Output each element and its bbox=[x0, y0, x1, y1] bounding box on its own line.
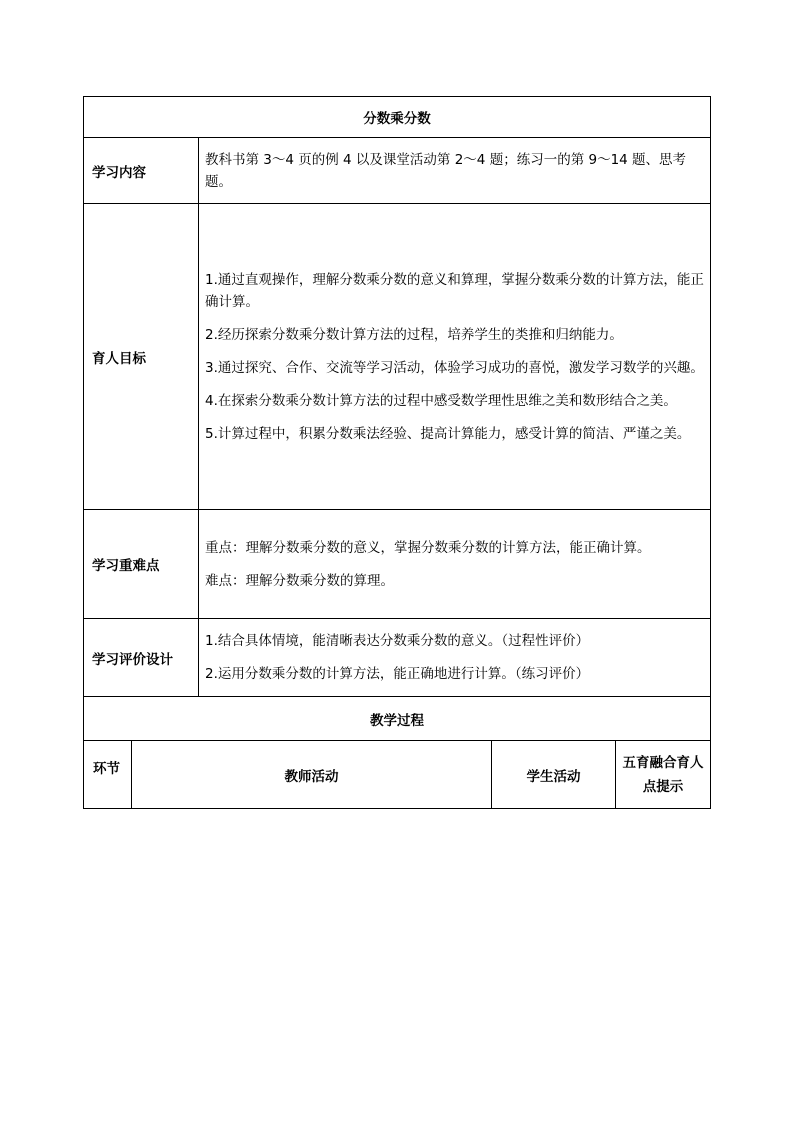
key-points-label: 学习重难点 bbox=[84, 510, 199, 619]
evaluation-item: 1.结合具体情境，能清晰表达分数乘分数的意义。（过程性评价） bbox=[205, 633, 590, 649]
key-point-item: 重点：理解分数乘分数的意义，掌握分数乘分数的计算方法，能正确计算。 bbox=[205, 539, 651, 556]
col-header-student-activity: 学生活动 bbox=[492, 741, 616, 809]
lesson-title: 分数乘分数 bbox=[84, 97, 711, 138]
evaluation-label: 学习评价设计 bbox=[84, 619, 199, 697]
learning-content-row bbox=[84, 138, 711, 204]
title-row bbox=[84, 97, 711, 138]
goal-item: 3.通过探究、合作、交流等学习活动，体验学习成功的喜悦，激发学习数学的兴趣。 bbox=[205, 359, 704, 376]
process-header-row bbox=[84, 741, 711, 809]
key-points-row bbox=[84, 510, 711, 619]
learning-content-paragraph: 教科书第 3～4 页的例 4 以及课堂活动第 2～4 题；练习一的第 9～14 题、思考题。 bbox=[205, 151, 687, 190]
evaluation-list bbox=[199, 619, 711, 697]
goal-item: 2.经历探索分数乘分数计算方法的过程，培养学生的类推和归纳能力。 bbox=[205, 326, 623, 343]
education-goals-row bbox=[84, 204, 711, 510]
learning-content-text bbox=[199, 138, 711, 204]
col-header-stage: 环节 bbox=[84, 741, 132, 809]
learning-content-label: 学习内容 bbox=[84, 138, 199, 204]
goal-item: 4.在探索分数乘分数计算方法的过程中感受数学理性思维之美和数形结合之美。 bbox=[205, 392, 677, 409]
evaluation-item: 2.运用分数乘分数的计算方法，能正确地进行计算。（练习评价） bbox=[205, 666, 590, 682]
col-header-education-tips: 五育融合育人点提示 bbox=[616, 741, 711, 809]
goal-item: 5.计算过程中，积累分数乘法经验、提高计算能力，感受计算的简洁、严谨之美。 bbox=[205, 425, 691, 442]
goal-item: 1.通过直观操作，理解分数乘分数的意义和算理，掌握分数乘分数的计算方法，能正确计算。 bbox=[205, 271, 704, 310]
evaluation-row bbox=[84, 619, 711, 697]
process-title: 教学过程 bbox=[84, 697, 711, 741]
key-point-item: 难点：理解分数乘分数的算理。 bbox=[205, 572, 394, 589]
process-title-row bbox=[84, 697, 711, 741]
col-header-teacher-activity: 教师活动 bbox=[132, 741, 492, 809]
education-goals-label: 育人目标 bbox=[84, 204, 199, 510]
key-points-list bbox=[199, 510, 711, 619]
lesson-plan-table bbox=[83, 96, 711, 809]
education-goals-list bbox=[199, 204, 711, 510]
